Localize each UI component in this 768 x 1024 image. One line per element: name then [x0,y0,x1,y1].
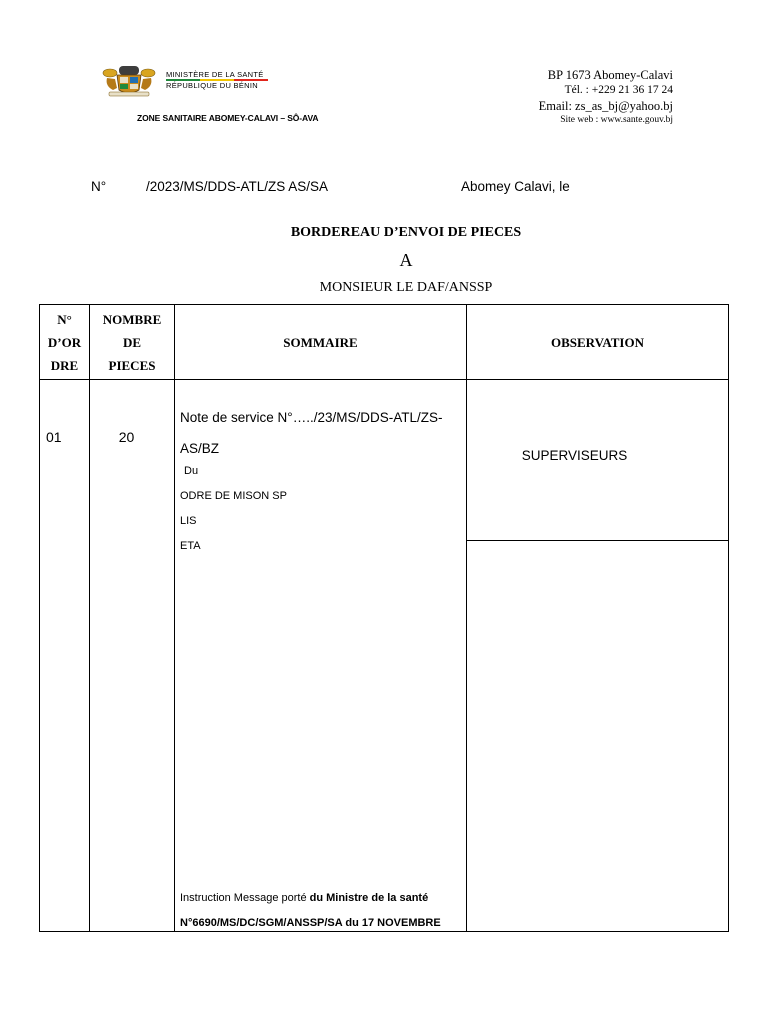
contact-bp: BP 1673 Abomey-Calavi [547,68,673,82]
document-title: BORDEREAU D’ENVOI DE PIECES [290,225,522,240]
row-order: 01 [46,429,62,445]
header-count-line-1: NOMBRE [102,311,162,327]
header-count-line-3: PIECES [108,357,156,373]
document-recipient: MONSIEUR LE DAF/ANSSP [319,280,493,295]
summary-du: Du [184,465,199,477]
table-col-divider-3 [466,304,467,932]
benin-coat-of-arms-icon [101,64,157,98]
document-a: A [399,250,413,270]
table-header-divider [39,379,729,380]
summary-item-2: LIS [180,515,197,527]
ministry-line-2: RÉPUBLIQUE DU BÉNIN [166,81,258,90]
instruction-prefix: Instruction Message porté [180,892,310,904]
flag-yellow-stripe [200,79,234,81]
table-border-right [728,304,729,932]
contact-block [539,68,673,126]
table-col-divider-2 [174,304,175,932]
header-order-line-1: N° [57,311,72,327]
reference-code: /2023/MS/DDS-ATL/ZS AS/SA [146,179,329,194]
contact-tel: Tél. : +229 21 36 17 24 [564,84,673,96]
header-count-line-2: DE [122,334,142,350]
reference-number-label: N° [91,179,107,194]
table-col-divider-1 [89,304,90,932]
flag-red-stripe [234,79,268,81]
row-count: 20 [118,429,135,445]
place-date: Abomey Calavi, le [461,179,570,194]
table-header-order [40,305,89,379]
zone-name: ZONE SANITAIRE ABOMEY-CALAVI – SÔ-AVA [137,113,319,123]
flag-green-stripe [166,79,200,81]
contact-website: Site web : www.sante.gouv.bj [560,115,673,125]
contact-email: Email: zs_as_bj@yahoo.bj [538,99,673,113]
table-observation-divider [466,540,729,541]
table-header-observation: OBSERVATION [551,334,644,350]
summary-instruction [180,892,428,904]
header-order-line-2: D’OR [47,334,82,350]
summary-item-1: ODRE DE MISON SP [180,490,287,502]
summary-note-line-2: AS/BZ [180,441,220,456]
header-order-line-3: DRE [50,357,79,373]
table-border-left [39,304,40,932]
row-summary-note [180,402,442,464]
flag-stripe [166,79,268,81]
summary-instruction-ref: N°6690/MS/DC/SGM/ANSSP/SA du 17 NOVEMBRE [180,917,441,929]
instruction-ministry: du Ministre de la santé [309,892,429,904]
table-header-count [90,305,174,379]
ministry-line-1: MINISTÈRE DE LA SANTÉ [166,70,264,79]
summary-note-line-1: Note de service N°…../23/MS/DDS-ATL/ZS- [180,410,443,425]
summary-item-3: ETA [180,540,201,552]
row-observation: SUPERVISEURS [521,448,628,463]
table-header-summary: SOMMAIRE [283,334,358,350]
table-border-bottom [39,931,729,932]
